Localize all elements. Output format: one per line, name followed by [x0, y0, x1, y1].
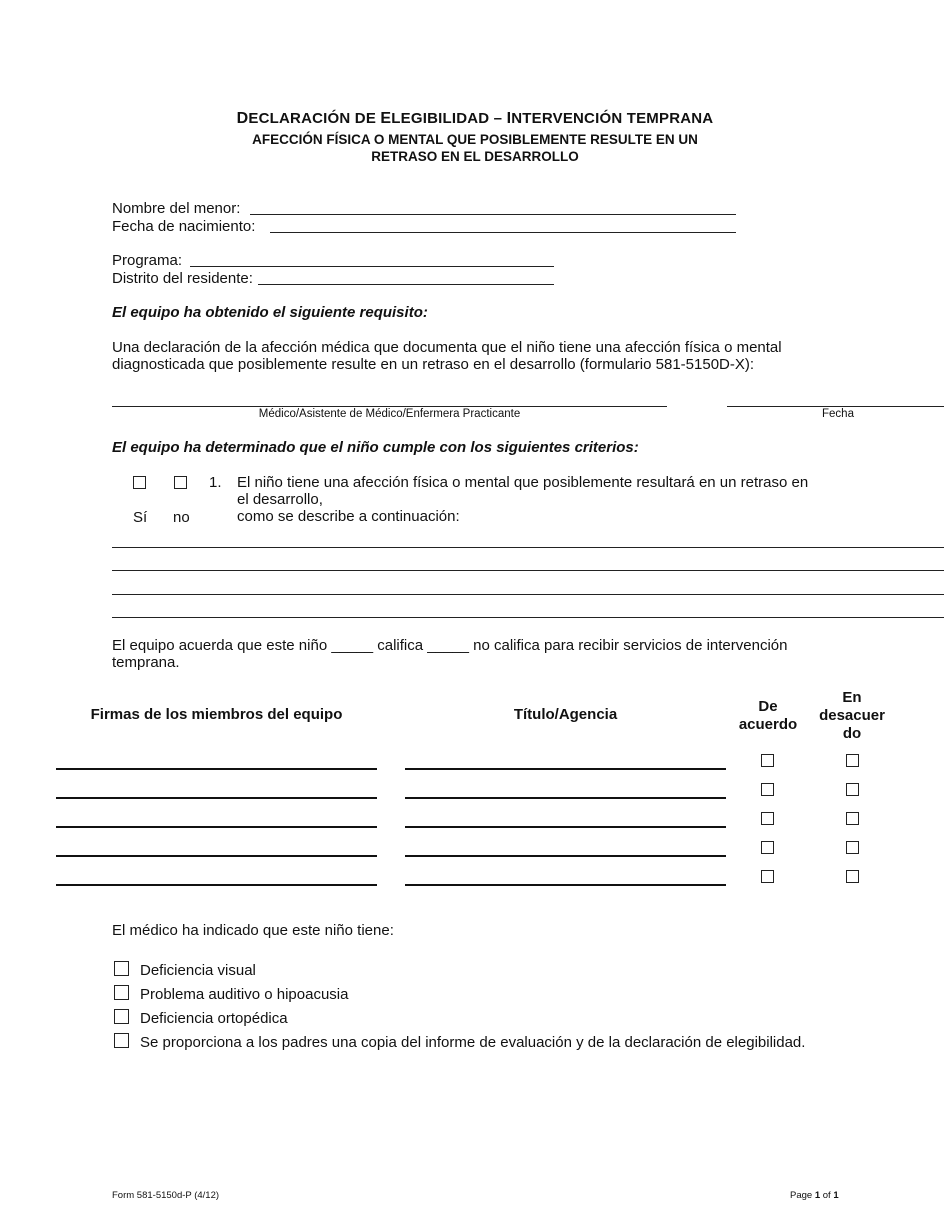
disagree-checkbox[interactable] [846, 754, 859, 767]
agree-checkbox[interactable] [761, 754, 774, 767]
signatures-column-header: Firmas de los miembros del equipo [90, 706, 343, 723]
visual-impairment-checkbox[interactable] [114, 961, 129, 976]
member-signature-field[interactable] [56, 884, 377, 886]
agree-checkbox[interactable] [761, 812, 774, 825]
disagree-checkbox[interactable] [846, 812, 859, 825]
criteria-yes-checkbox[interactable] [133, 476, 146, 489]
date-caption: Fecha [822, 408, 854, 420]
physician-signature-field[interactable] [112, 406, 667, 407]
hearing-impairment-label: Problema auditivo o hipoacusia [140, 986, 349, 1003]
qualifies-blank[interactable]: _____ [331, 637, 374, 654]
requirement-text-line-2: diagnosticada que posiblemente resulte en un retraso en el desarrollo (formulario 581-5150D-X): [112, 356, 755, 373]
requirement-heading: El equipo ha obtenido el siguiente requisito: [112, 304, 428, 321]
member-signature-field[interactable] [56, 768, 377, 770]
agreement-text-part-3: no califica para recibir servicios de intervención [473, 637, 788, 654]
yes-label: Sí [133, 509, 148, 526]
agreement-text-part-1: El equipo acuerda que este niño [112, 637, 328, 654]
subtitle-line-1: AFECCIÓN FÍSICA O MENTAL QUE POSIBLEMENTE RESULTE EN UN [252, 132, 698, 147]
disagree-checkbox[interactable] [846, 783, 859, 796]
document-subtitle [0, 131, 950, 165]
description-line-1[interactable] [112, 547, 944, 548]
parent-copy-label: Se proporciona a los padres una copia del informe de evaluación y de la declaración de elegibilidad. [140, 1034, 806, 1051]
form-id: Form 581-5150d-P (4/12) [112, 1190, 220, 1201]
disagree-checkbox[interactable] [846, 870, 859, 883]
district-field[interactable] [258, 284, 554, 285]
child-name-label: Nombre del menor: [112, 200, 241, 217]
agree-checkbox[interactable] [761, 841, 774, 854]
subtitle-line-2: RETRASO EN EL DESARROLLO [371, 149, 579, 164]
no-label: no [173, 509, 190, 526]
member-signature-field[interactable] [56, 826, 377, 828]
description-line-4[interactable] [112, 617, 944, 618]
program-label: Programa: [112, 252, 183, 269]
agree-header-line-2: acuerdo [738, 716, 798, 733]
physician-signature-caption: Médico/Asistente de Médico/Enfermera Practicante [258, 408, 521, 420]
district-label: Distrito del residente: [112, 270, 253, 287]
member-title-field[interactable] [405, 826, 726, 828]
criteria-heading: El equipo ha determinado que el niño cumple con los siguientes criterios: [112, 439, 639, 456]
disagree-header-line-3: do [842, 725, 862, 742]
orthopedic-impairment-checkbox[interactable] [114, 1009, 129, 1024]
criteria-item-line-2: el desarrollo, [237, 491, 323, 508]
agreement-text-part-2: califica [377, 637, 424, 654]
agree-column-header [730, 698, 806, 734]
member-signature-field[interactable] [56, 797, 377, 799]
agree-checkbox[interactable] [761, 783, 774, 796]
criteria-item-number: 1. [209, 474, 222, 491]
dob-label: Fecha de nacimiento: [112, 218, 256, 235]
visual-impairment-label: Deficiencia visual [140, 962, 256, 979]
criteria-no-checkbox[interactable] [174, 476, 187, 489]
page-indicator [790, 1190, 839, 1201]
member-signature-field[interactable] [56, 855, 377, 857]
description-line-3[interactable] [112, 594, 944, 595]
program-field[interactable] [190, 266, 554, 267]
page-total: 1 [833, 1190, 839, 1201]
disagree-header-line-1: En [842, 689, 862, 706]
agreement-text-line-2: temprana. [112, 654, 180, 671]
member-title-field[interactable] [405, 884, 726, 886]
dob-field[interactable] [270, 232, 736, 233]
orthopedic-impairment-label: Deficiencia ortopédica [140, 1010, 288, 1027]
criteria-item-line-1: El niño tiene una afección física o mental que posiblemente resultará en un retraso en [237, 474, 809, 491]
criteria-item-line-3: como se describe a continuación: [237, 508, 460, 525]
agreement-text [112, 637, 787, 655]
page-word: Page [790, 1190, 813, 1201]
document-title: DECLARACIÓN DE ELEGIBILIDAD – INTERVENCIÓN TEMPRANA [236, 110, 714, 127]
member-title-field[interactable] [405, 797, 726, 799]
disagree-column-header [814, 689, 890, 743]
physician-indicated-intro: El médico ha indicado que este niño tiene: [112, 922, 394, 939]
title-agency-column-header: Título/Agencia [513, 706, 618, 723]
page-number: 1 [814, 1190, 821, 1201]
agree-checkbox[interactable] [761, 870, 774, 883]
physician-date-field[interactable] [727, 406, 944, 407]
member-title-field[interactable] [405, 855, 726, 857]
agree-header-line-1: De [758, 698, 778, 715]
description-line-2[interactable] [112, 570, 944, 571]
hearing-impairment-checkbox[interactable] [114, 985, 129, 1000]
not-qualifies-blank[interactable]: _____ [427, 637, 469, 654]
child-name-field[interactable] [250, 214, 736, 215]
parent-copy-checkbox[interactable] [114, 1033, 129, 1048]
page-of: of [822, 1190, 831, 1201]
disagree-header-line-2: desacuer [819, 707, 885, 724]
requirement-text-line-1: Una declaración de la afección médica que documenta que el niño tiene una afección física o mental [112, 339, 782, 356]
disagree-checkbox[interactable] [846, 841, 859, 854]
member-title-field[interactable] [405, 768, 726, 770]
